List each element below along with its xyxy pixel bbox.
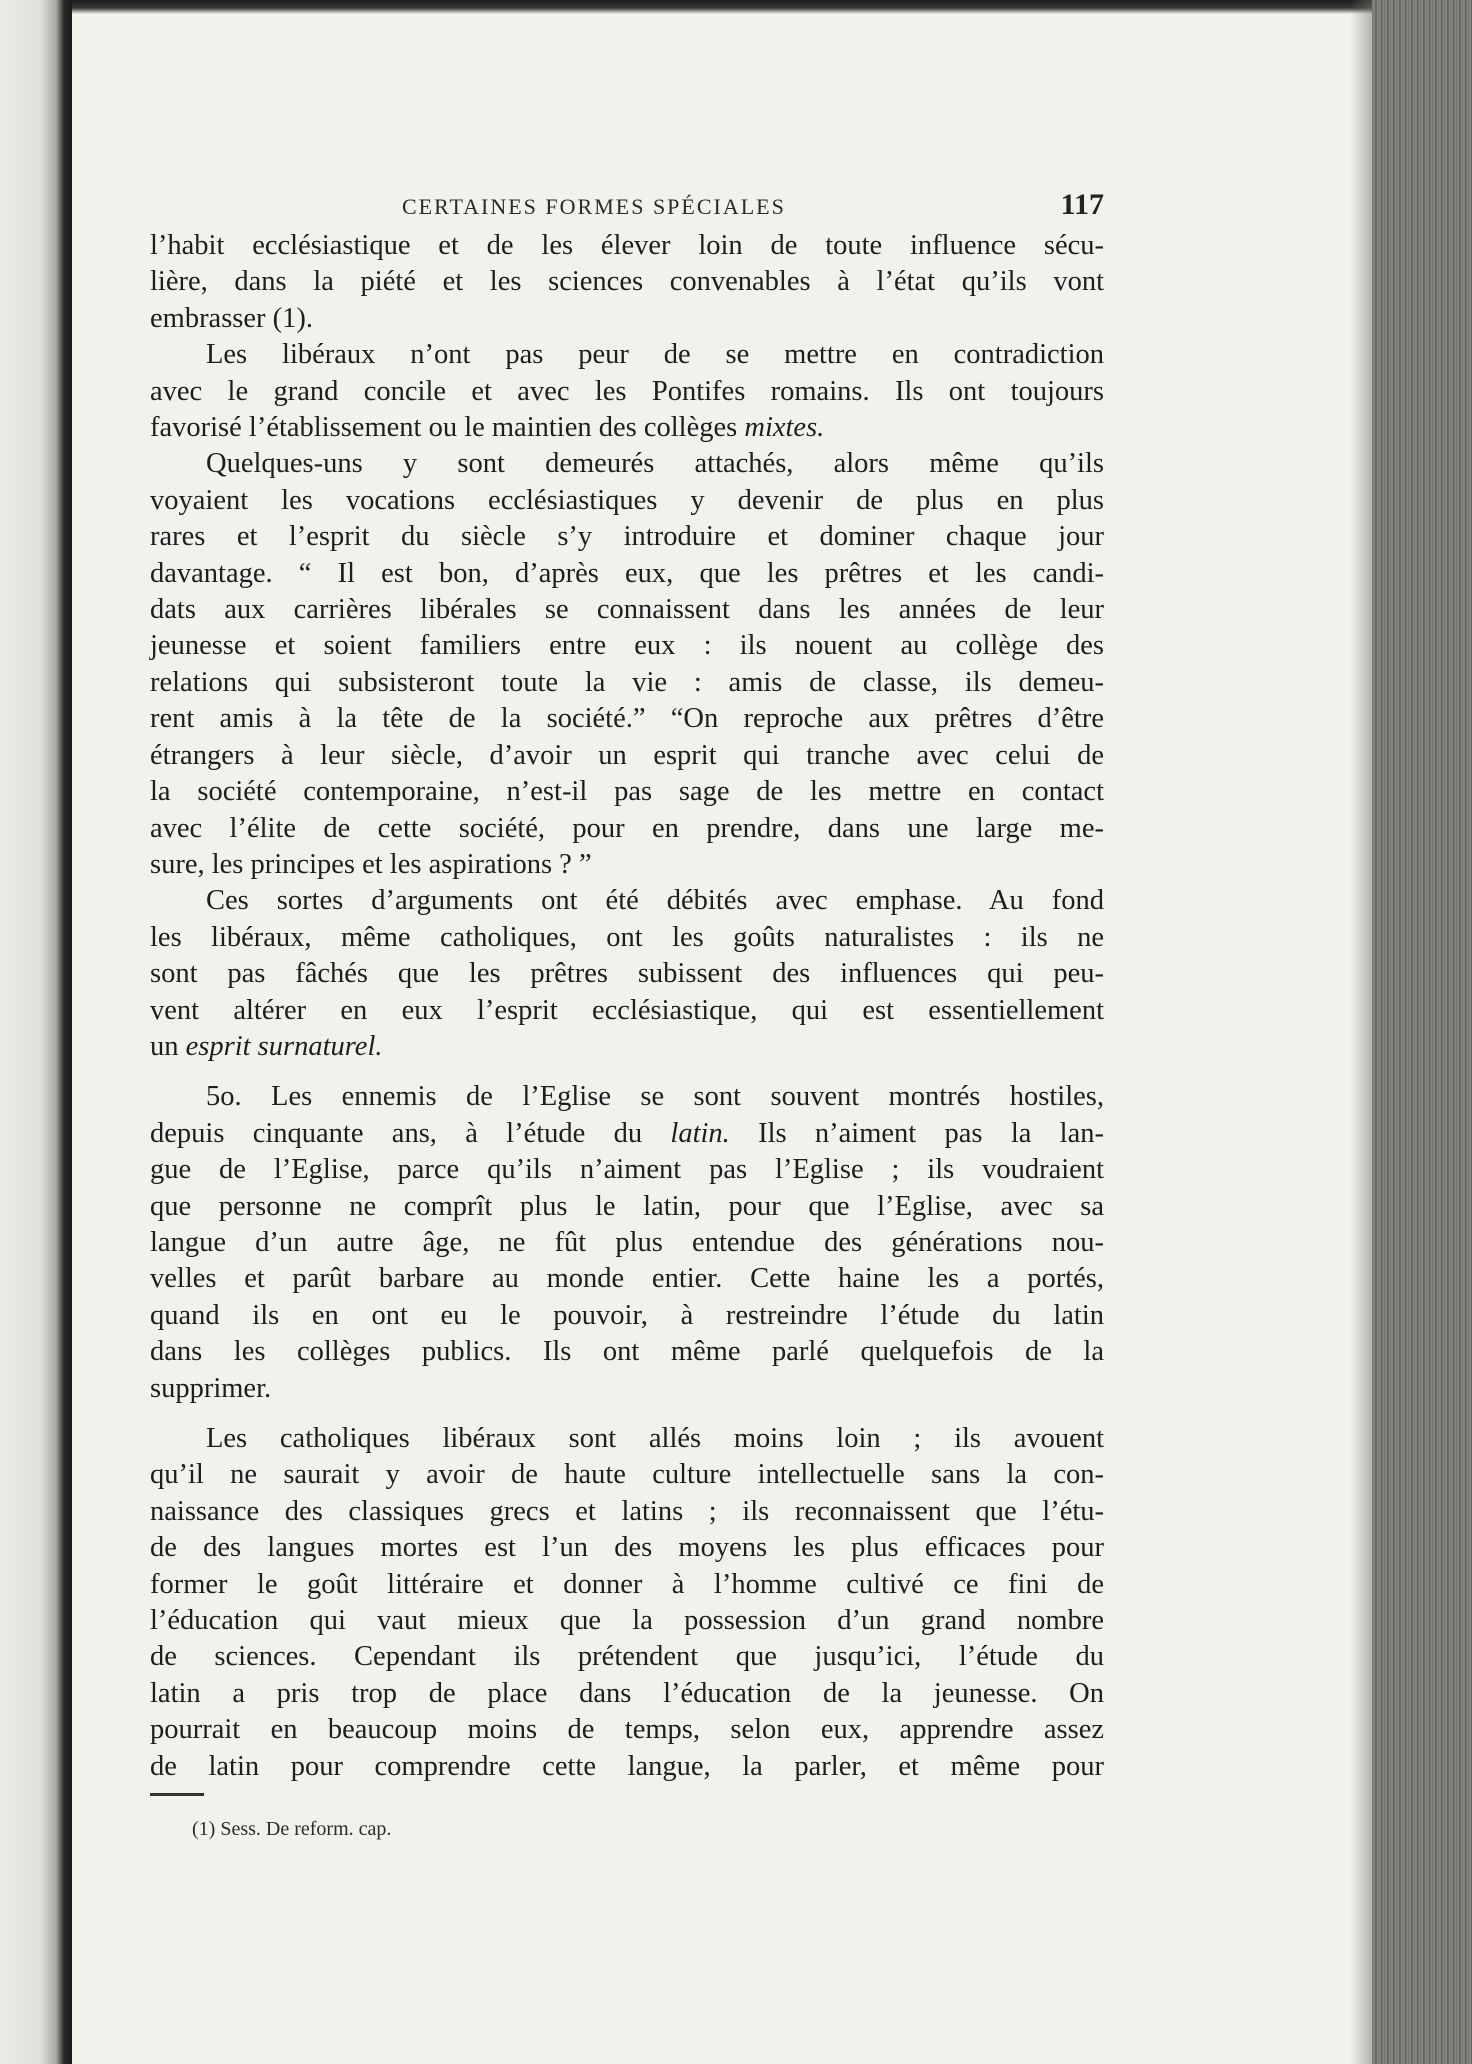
text-line: de latin pour comprendre cette langue, la parler, et même pour [150,1750,1104,1782]
text-line: latin a pris trop de place dans l’éducation de la jeunesse. On [150,1677,1104,1709]
text-line: de sciences. Cependant ils prétendent que jusqu’ici, l’étude du [150,1641,1104,1673]
text-line: pourrait en beaucoup moins de temps, selon eux, apprendre assez [150,1714,1104,1746]
text-line: lière, dans la piété et les sciences convenables à l’état qu’ils vont [150,266,1104,298]
paragraph [150,446,1104,883]
text-line: Les catholiques libéraux sont allés moins loin ; ils avouent [206,1423,1104,1454]
text-line: vent altérer en eux l’esprit ecclésiastique, qui est essentiellement [150,994,1104,1026]
footnote-rule [150,1793,204,1796]
text-line: avec le grand concile et avec les Pontifes romains. Ils ont toujours [150,375,1104,407]
text-line: former le goût littéraire et donner à l’homme cultivé ce fini de [150,1568,1104,1600]
text-line: l’éducation qui vaut mieux que la possession d’un grand nombre [150,1605,1104,1637]
text-run: depuis cinquante ans, à l’étude du [150,1117,671,1149]
paragraph [150,337,1104,446]
text-line: rares et l’esprit du siècle s’y introduire et dominer chaque jour [150,521,1104,553]
text-line: la société contemporaine, n’est-il pas sage de les mettre en contact [150,776,1104,808]
text-line: Quelques-uns y sont demeurés attachés, alors même qu’ils [206,448,1104,480]
text-line: naissance des classiques grecs et latins ; ils reconnaissent que l’étu- [150,1495,1104,1527]
text-line [150,1116,1104,1152]
text-run: favorisé l’établissement ou le maintien des collèges [150,412,745,444]
running-head-title: CERTAINES FORMES SPÉCIALES [402,194,786,219]
italic-text: latin. [670,1117,730,1149]
text-line: velles et parût barbare au monde entier. Cette haine les a portés, [150,1263,1104,1295]
text-line: rent amis à la tête de la société.” “On reproche aux prêtres d’être [150,703,1104,735]
italic-text: mixtes. [744,412,825,444]
text-line: 5o. Les ennemis de l’Eglise se sont souvent montrés hostiles, [206,1081,1104,1113]
text-line: gue de l’Eglise, parce qu’ils n’aiment pas l’Eglise ; ils voudraient [150,1154,1104,1186]
text-line: étrangers à leur siècle, d’avoir un esprit qui tranche avec celui de [150,739,1104,771]
text-line: dans les collèges publics. Ils ont même parlé quelquefois de la [150,1336,1104,1368]
running-head [150,178,1104,228]
text-run: un [150,1030,186,1062]
text-line: les libéraux, même catholiques, ont les goûts naturalistes : ils ne [150,921,1104,953]
left-binding-edge [0,0,72,2064]
paragraph [150,1421,1104,1785]
text-line: quand ils en ont eu le pouvoir, à restreindre l’étude du latin [150,1299,1104,1331]
text-line: supprimer. [150,1372,272,1404]
page-body [150,178,1104,1841]
paragraph [150,228,1104,337]
text-line: langue d’un autre âge, ne fût plus entendue des générations nou- [150,1226,1104,1258]
text-line: l’habit ecclésiastique et de les élever loin de toute influence sécu- [150,230,1104,261]
text-line: davantage. “ Il est bon, d’après eux, que les prêtres et les candi- [150,557,1104,589]
text-line: jeunesse et soient familiers entre eux : ils nouent au collège des [150,630,1104,662]
text-line: voyaient les vocations ecclésiastiques y devenir de plus en plus [150,484,1104,516]
text-line: embrasser (1). [150,302,314,334]
page-stack-edge [1372,0,1472,2064]
text-line [150,1029,1104,1065]
page-number: 117 [1060,188,1104,221]
text-line: sure, les principes et les aspirations ? ” [150,848,592,880]
text-line [150,410,1104,446]
text-line: que personne ne comprît plus le latin, pour que l’Eglise, avec sa [150,1190,1104,1222]
text-line: relations qui subsisteront toute la vie : amis de classe, ils demeu- [150,666,1104,698]
text-line: de des langues mortes est l’un des moyens les plus efficaces pour [150,1532,1104,1564]
footnote: (1) Sess. De reform. cap. [192,1818,392,1841]
text-line: dats aux carrières libérales se connaissent dans les années de leur [150,594,1104,626]
text-line: Ces sortes d’arguments ont été débités avec emphase. Au fond [206,885,1104,917]
text-line: avec l’élite de cette société, pour en prendre, dans une large me- [150,812,1104,844]
text-run: Ils n’aiment pas la lan- [729,1117,1104,1149]
paragraph [150,1079,1104,1407]
text-line: Les libéraux n’ont pas peur de se mettre en contradiction [206,339,1104,371]
text-line: qu’il ne saurait y avoir de haute culture intellectuelle sans la con- [150,1459,1104,1491]
italic-text: esprit surnaturel. [185,1030,383,1062]
text-line: sont pas fâchés que les prêtres subissent des influences qui peu- [150,958,1104,990]
paragraph [150,883,1104,1065]
top-binding-edge [0,0,1472,14]
